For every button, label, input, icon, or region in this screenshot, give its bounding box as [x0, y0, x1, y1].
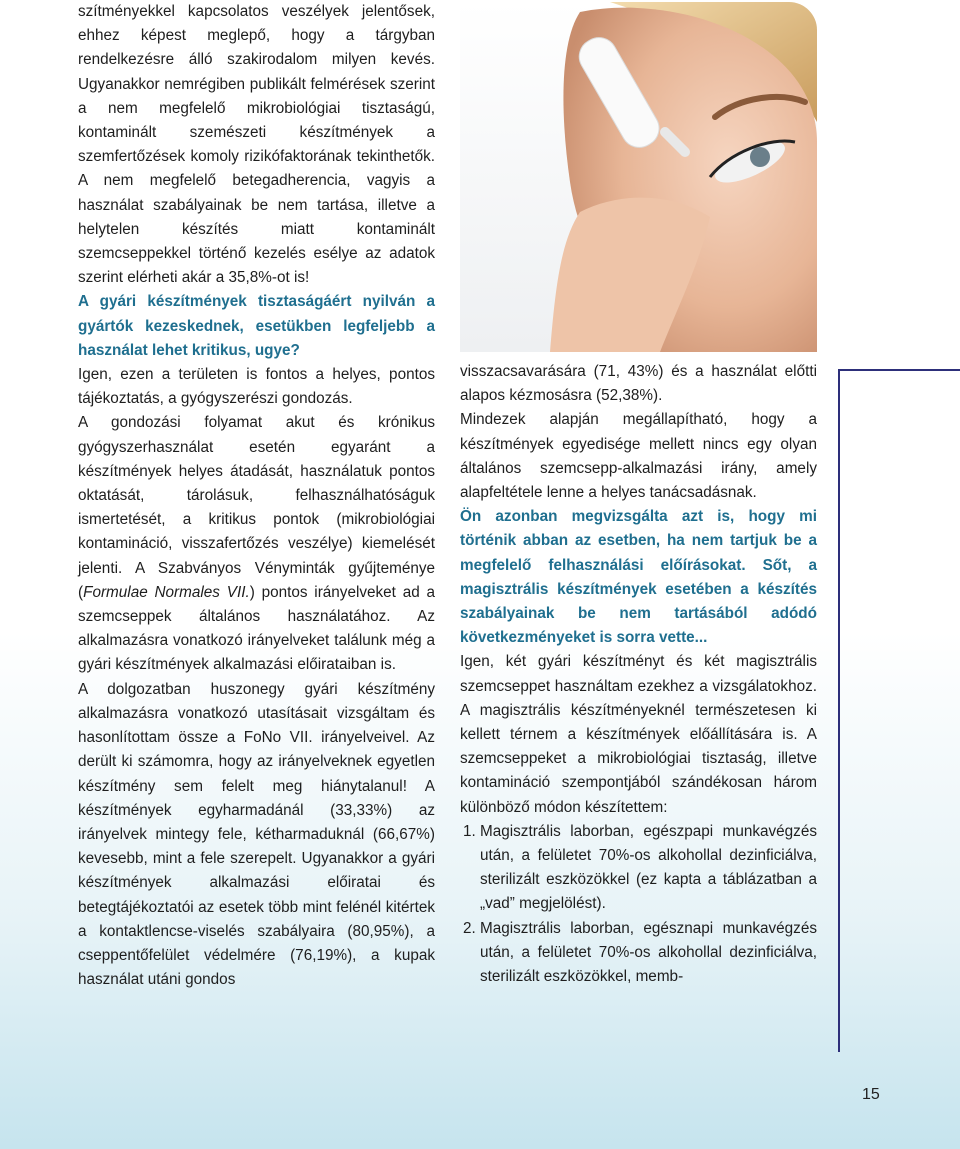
paragraph-part: ) pontos irányelveket ad a szemcseppek általános használatához. Az alkalmazásra vonatkozó irányelveket találunk még a gyári készítmények alkalmazási előirataiban is.: [78, 583, 436, 674]
left-column: [78, 0, 435, 992]
paragraph: A dolgozatban huszonegy gyári készítmény alkalmazásra vonatkozó utasításait vizsgáltam és hasonlítottam össze a FoNo VII. irányelveivel. Az derült ki számomra, hogy az irányelveknek egyetlen készítmény sem felelt meg hiánytalanul! A készítmények egyharmadánál (33,33%) az irányelvek mintegy fele, kétharmaduknál (66,67%) kevesebb, mint a fele szerepelt. Ugyanakkor a gyári készítmények alkalmazási előiratai és betegtájékoztatói az esetek több mint felénél kitértek a kontaktlencse-viselés szabályaira (80,95%), a cseppentőfelület védelmére (76,19%), a kupak használat utáni gondos: [78, 680, 435, 989]
list-item: 1. Magisztrális laborban, egészpapi munkavégzés után, a felületet 70%-os alkohollal dezinficiálva, sterilizált eszközökkel (ez kapta a táblázatban a „vad” megjelölést).: [480, 820, 817, 917]
method-list: [460, 820, 817, 989]
page-number: 15: [862, 1086, 880, 1103]
book-title: Formulae Normales VII.: [83, 583, 250, 601]
interview-question: Ön azonban megvizsgálta azt is, hogy mi történik abban az esetben, ha nem tartjuk be a megfelelő felhasználási előírásokat. Sőt, a magisztrális készítmények esetében a készítés szabályainak be nem tartásából adódó következményeket is sorra vette...: [460, 508, 817, 647]
eye-drop-photo: [460, 2, 817, 352]
interview-question: A gyári készítmények tisztaságáért nyilván a gyártók kezeskednek, esetükben legfeljebb a használat lehet kritikus, ugye?: [78, 293, 435, 359]
paragraph: Igen, ezen a területen is fontos a helyes, pontos tájékoztatás, a gyógyszerészi gondozás.: [78, 366, 435, 408]
vertical-rule: [838, 369, 840, 1052]
paragraph: szítményekkel kapcsolatos veszélyek jelentősek, ehhez képest meglepő, hogy a tárgyban rendelkezésre álló szakirodalom milyen kevés. Ugyanakkor nemrégiben publikált felmérések szerint a nem megfelelő mikrobiológiai tisztaságú, kontaminált szemészeti készítmények a szemfertőzések komoly rizikófaktorának tekinthetők. A nem megfelelő betegadherencia, vagyis a használat szabályainak be nem tartása, illetve a helytelen készítés miatt kontaminált szemcseppekkel történő kezelés esélye az adatok szerint elérheti akár a 35,8%-ot is!: [78, 3, 435, 287]
paragraph: visszacsavarására (71, 43%) és a használat előtti alapos kézmosásra (52,38%).: [460, 363, 817, 405]
paragraph-part: A gondozási folyamat akut és krónikus gyógyszerhasználat esetén egyaránt a készítmények helyes átadását, használatuk pontos oktatását, tárolásuk, felhasználhatóságuk ismertetését, a kritikus pontok (mikrobiológiai kontamináció, visszafertőzés veszélye) kiemelését jelenti. A Szabványos Vényminták gyűjteménye (: [78, 414, 435, 601]
right-column: [460, 360, 817, 989]
list-item: 2. Magisztrális laborban, egésznapi munkavégzés után, a felületet 70%-os alkohollal dezinficiálva, sterilizált eszközökkel, memb-: [480, 917, 817, 990]
horizontal-rule: [838, 369, 960, 371]
paragraph: Igen, két gyári készítményt és két magisztrális szemcseppet használtam ezekhez a vizsgálatokhoz. A magisztrális készítményeknél természetesen ki kellett térnem a készítmények előállítására is. A szemcseppeket a mikrobiológiai tisztaság, illetve kontamináció szempontjából szándékosan három különböző módon készítettem:: [460, 653, 817, 816]
paragraph: Mindezek alapján megállapítható, hogy a készítmények egyedisége mellett nincs egy olyan általános szemcsepp-alkalmazási irány, amely alapfeltétele lenne a helyes tanácsadásnak.: [460, 411, 817, 502]
paragraph: [78, 411, 435, 677]
eye-drop-illustration: [460, 2, 817, 352]
